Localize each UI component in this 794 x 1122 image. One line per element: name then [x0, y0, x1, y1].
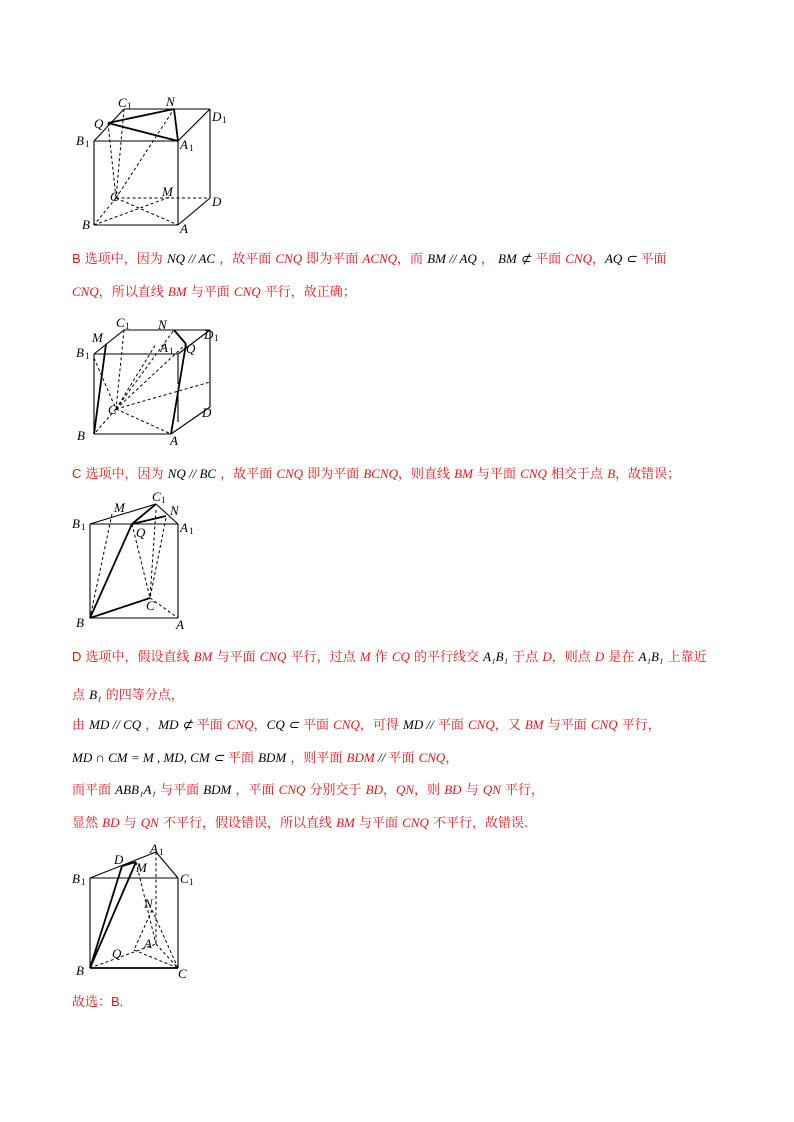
label-b: B [76, 963, 84, 978]
label-a1-sub: 1 [189, 526, 194, 536]
label-b: B [82, 217, 90, 232]
label-b1: B [76, 133, 84, 148]
text-run: CQ [391, 649, 410, 664]
label-q: Q [186, 341, 196, 356]
text-run: M [359, 649, 371, 664]
text-run: BM [524, 717, 544, 732]
option-d-line-6 [72, 814, 528, 833]
text-run: A₁B₁ [638, 649, 664, 664]
label-m: M [92, 330, 103, 345]
label-b: B [76, 615, 84, 630]
label-c1: C [180, 871, 189, 886]
text-run: 不平行，故错误. [428, 816, 529, 831]
text-run: 与平面 [155, 783, 204, 798]
label-c1-sub: 1 [189, 877, 194, 887]
label-n: N [144, 896, 153, 911]
text-run: CNQ [72, 284, 99, 299]
text-run: BM ⊄ [498, 251, 531, 266]
text-run: BM [167, 284, 187, 299]
text-run: 与 [461, 783, 483, 798]
text-run: BDM [346, 750, 375, 765]
text-run: 平行， [500, 783, 545, 798]
text-run: CNQ [333, 717, 360, 732]
text-run: B. [111, 994, 124, 1009]
text-run: ，则直线 [398, 467, 455, 482]
label-d1: D [204, 327, 214, 342]
text-run: 即为平面 [302, 252, 363, 267]
label-c1-sub: 1 [161, 495, 166, 505]
text-run: ，则 [414, 783, 445, 798]
text-run: 选项中，假设直线 [81, 650, 194, 665]
text-run: CNQ [418, 750, 446, 765]
label-n: N [158, 317, 167, 332]
text-run: ，而 [397, 252, 428, 267]
option-d-line-1 [72, 648, 707, 667]
text-run: ，所以直线 [98, 285, 168, 300]
text-run: D [542, 649, 552, 664]
text-run: B [72, 251, 81, 266]
label-a1: A [160, 340, 168, 355]
label-q: Q [94, 116, 104, 131]
label-c1: C [152, 489, 161, 504]
text-run: C [72, 466, 82, 481]
figure-3-prism [70, 488, 220, 633]
label-a1-sub: 1 [189, 143, 194, 153]
text-run: 选项中，因为 [80, 252, 167, 267]
label-a: A [180, 221, 188, 236]
label-b1-sub: 1 [81, 877, 86, 887]
text-run: AQ ⊂ [604, 251, 637, 266]
text-run: ， [591, 252, 605, 267]
text-run: 平面 [636, 252, 667, 267]
text-run: 而平面 [72, 783, 116, 798]
figure-2-cube [70, 312, 240, 452]
option-d-line-4 [72, 749, 458, 768]
label-a1-sub: 1 [159, 847, 164, 857]
text-run: 上靠近 [663, 650, 707, 665]
label-c: C [146, 598, 155, 613]
text-run: 平面 [433, 718, 468, 733]
text-run: // [374, 750, 389, 765]
label-b1-sub: 1 [85, 351, 90, 361]
label-a: A [144, 936, 152, 951]
label-a: A [176, 617, 184, 632]
text-run: ACNQ [362, 251, 398, 266]
text-run: D [72, 649, 82, 664]
text-run: MD ∩ CM = M , MD, CM ⊂ [72, 750, 224, 765]
text-run: CNQ [520, 466, 547, 481]
text-run: ，则平面 [286, 751, 347, 766]
label-b1: B [72, 516, 80, 531]
text-run: CNQ [565, 251, 592, 266]
text-run: NQ // AC [166, 251, 216, 266]
text-run: ，故平面 [215, 252, 276, 267]
label-c: C [108, 402, 117, 417]
text-run: 是在 [604, 650, 639, 665]
text-run: ，平面 [231, 783, 279, 798]
text-run: ABB₁A₁ [115, 782, 156, 797]
text-run: 相交于点 [546, 467, 608, 482]
label-a1: A [180, 137, 188, 152]
text-run: 于点 [508, 650, 543, 665]
option-d-line-2 [72, 686, 184, 705]
text-run: QN [396, 782, 415, 797]
figure-4-prism [70, 838, 220, 983]
text-run: ，可得 [359, 718, 404, 733]
text-run: QN [140, 815, 159, 830]
text-run: D [594, 649, 605, 664]
text-run: ， [383, 783, 397, 798]
text-run: 点 [72, 688, 90, 703]
text-run: ， [476, 252, 499, 267]
option-d-line-3 [72, 716, 661, 735]
text-run: CQ ⊂ [266, 717, 299, 732]
label-a: A [170, 433, 178, 448]
text-run: QN [482, 782, 501, 797]
text-run: ，则点 [551, 650, 595, 665]
label-a1-sub: 1 [169, 346, 174, 356]
text-run: B [607, 466, 616, 481]
option-d-line-5 [72, 781, 544, 800]
text-run: 的平行线交 [409, 650, 484, 665]
text-run: 分别交于 [305, 783, 366, 798]
label-d: D [212, 194, 222, 209]
text-run: ，故平面 [216, 467, 277, 482]
text-run: ， [253, 718, 267, 733]
text-run: CNQ [590, 717, 618, 732]
text-run: B₁ [89, 687, 102, 702]
text-run: BD [102, 815, 120, 830]
text-run: CNQ [276, 466, 304, 481]
text-run: BM // AQ [427, 251, 477, 266]
text-run: 与 [119, 816, 141, 831]
text-run: CNQ [233, 284, 261, 299]
label-d1-sub: 1 [222, 115, 227, 125]
text-run: 与平面 [472, 467, 521, 482]
text-run: ，故错误； [615, 467, 681, 482]
text-run: BD [444, 782, 462, 797]
label-d: D [114, 852, 124, 867]
text-run: 与平面 [212, 650, 260, 665]
label-a1: A [150, 841, 158, 856]
text-run: 与平面 [186, 285, 234, 300]
text-run: 平行，过点 [286, 650, 360, 665]
text-run: 平行，故正确； [260, 285, 356, 300]
option-c-line-1 [72, 465, 680, 484]
text-run: CNQ [278, 782, 306, 797]
text-run: 与平面 [354, 816, 403, 831]
label-b1-sub: 1 [81, 522, 86, 532]
text-run: 显然 [72, 816, 103, 831]
text-run: 由 [72, 718, 90, 733]
text-run: CNQ [467, 717, 495, 732]
option-b-line-1 [72, 250, 667, 269]
text-run: CNQ [402, 815, 429, 830]
text-run: BM [454, 466, 473, 481]
label-d: D [202, 405, 212, 420]
text-run: ， [445, 751, 459, 766]
option-b-line-2 [72, 283, 356, 302]
label-c1: C [116, 315, 125, 330]
label-d1-sub: 1 [214, 333, 219, 343]
label-c1-sub: 1 [125, 321, 130, 331]
text-run: 与平面 [543, 718, 591, 733]
text-run: ， [141, 718, 159, 733]
label-m: M [114, 500, 125, 515]
label-q: Q [112, 946, 122, 961]
text-run: A₁B₁ [483, 649, 509, 664]
label-m: M [136, 860, 147, 875]
text-run: 作 [370, 650, 392, 665]
text-run: BCNQ [363, 466, 398, 481]
text-run: 选项中，因为 [81, 467, 168, 482]
text-run: NQ // BC [167, 466, 217, 481]
text-run: 故选： [72, 995, 112, 1010]
text-run: BM [193, 649, 213, 664]
text-run: BD [365, 782, 383, 797]
text-run: MD // [403, 717, 434, 732]
text-run: CNQ [275, 251, 303, 266]
label-q: Q [136, 525, 146, 540]
text-run: BDM [203, 782, 232, 797]
text-run: CNQ [259, 649, 287, 664]
label-m: M [162, 184, 173, 199]
text-run: 平面 [192, 718, 227, 733]
text-run: BM [336, 815, 355, 830]
label-a1: A [180, 520, 188, 535]
label-c1: C [118, 95, 127, 110]
label-n: N [166, 94, 175, 109]
figure-1-cube [70, 95, 240, 235]
text-run: CNQ [226, 717, 254, 732]
label-d1: D [212, 109, 222, 124]
text-run: 的四等分点， [101, 688, 184, 703]
text-run: 平行， [617, 718, 661, 733]
text-run: 平面 [388, 751, 419, 766]
text-run: MD ⊄ [158, 717, 193, 732]
label-c1-sub: 1 [127, 101, 132, 111]
text-run: 不平行，假设错误，所以直线 [158, 816, 337, 831]
text-run: 平面 [530, 252, 566, 267]
text-run: 平面 [223, 751, 259, 766]
text-run: BDM [258, 750, 287, 765]
text-run: 平面 [298, 718, 334, 733]
label-c: C [178, 966, 187, 981]
label-b1: B [72, 871, 80, 886]
label-b1: B [76, 345, 84, 360]
label-b: B [77, 428, 85, 443]
label-c: C [110, 189, 119, 204]
text-run: MD // CQ [89, 717, 142, 732]
text-run: 即为平面 [303, 467, 364, 482]
label-n: N [170, 503, 179, 518]
label-b1-sub: 1 [85, 139, 90, 149]
text-run: ，又 [494, 718, 525, 733]
answer-line [72, 993, 123, 1012]
